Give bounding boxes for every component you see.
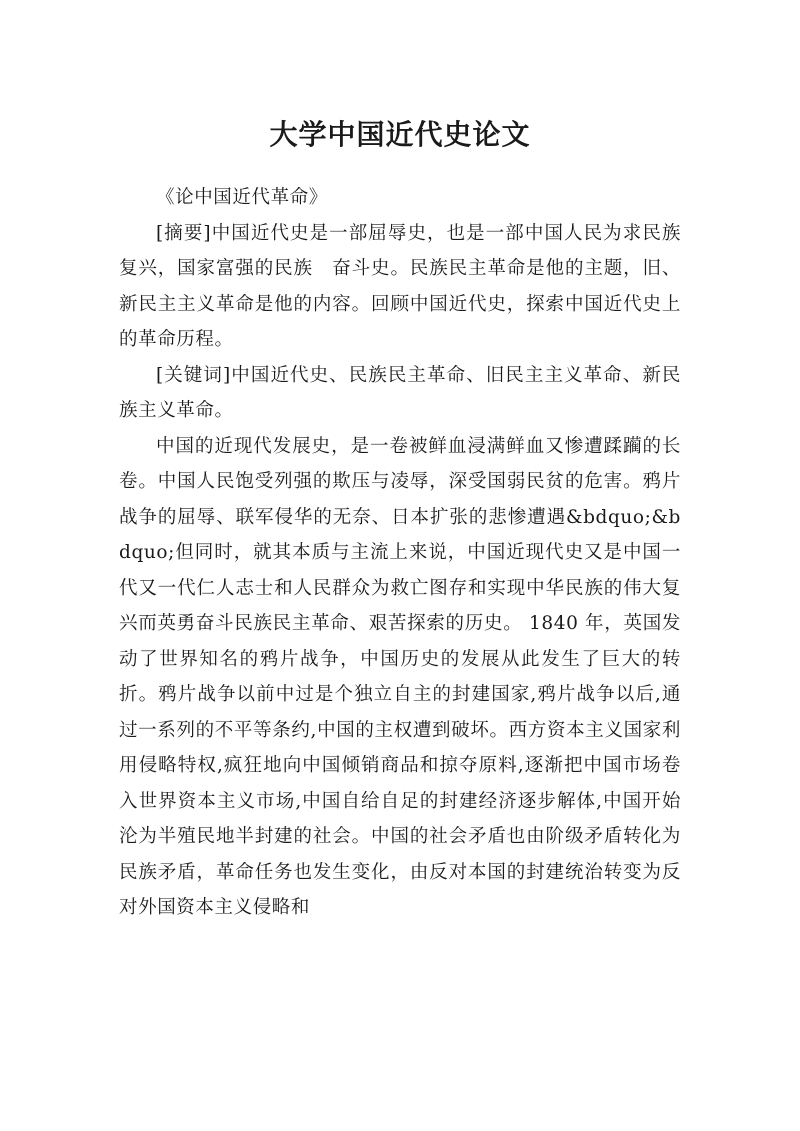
page-title: 大学中国近代史论文: [269, 117, 531, 151]
body-paragraph: 中国的近现代发展史，是一卷被鲜血浸满鲜血又惨遭蹂躏的长卷。中国人民饱受列强的欺压与凌辱，深受国弱民贫的危害。鸦片战争的屈辱、联军侵华的无奈、日本扩张的悲惨遭遇&bdquo;&bdquo;但同时，就其本质与主流上来说，中国近现代史又是中国一代又一代仁人志士和人民群众为救亡图存和实现中华民族的伟大复兴而英勇奋斗民族民主革命、艰苦探索的历史。 1840 年，英国发动了世界知名的鸦片战争，中国历史的发展从此发生了巨大的转折。鸦片战争以前中过是个独立自主的封建国家,鸦片战争以后,通过一系列的不平等条约,中国的主权遭到破坏。西方资本主义国家利用侵略特权,疯狂地向中国倾销商品和掠夺原料,逐渐把中国市场卷入世界资本主义市场,中国自给自足的封建经济逐步解体,中国开始沦为半殖民地半封建的社会。中国的社会矛盾也由阶级矛盾转化为民族矛盾，革命任务也发生变化，由反对本国的封建统治转变为反对外国资本主义侵略和: [119, 435, 681, 918]
abstract-paragraph: [摘要]中国近代史是一部屈辱史，也是一部中国人民为求民族复兴，国家富强的民族 奋斗史。民族民主革命是他的主题，旧、新民主主义革命是他的内容。回顾中国近代史，探索中国近代史上的革命历程。: [119, 222, 681, 350]
document-body: [119, 180, 681, 926]
keywords-paragraph: [关键词]中国近代史、民族民主革命、旧民主主义革命、新民族主义革命。: [119, 364, 681, 421]
subtitle-paragraph: 《论中国近代革命》: [156, 187, 328, 208]
